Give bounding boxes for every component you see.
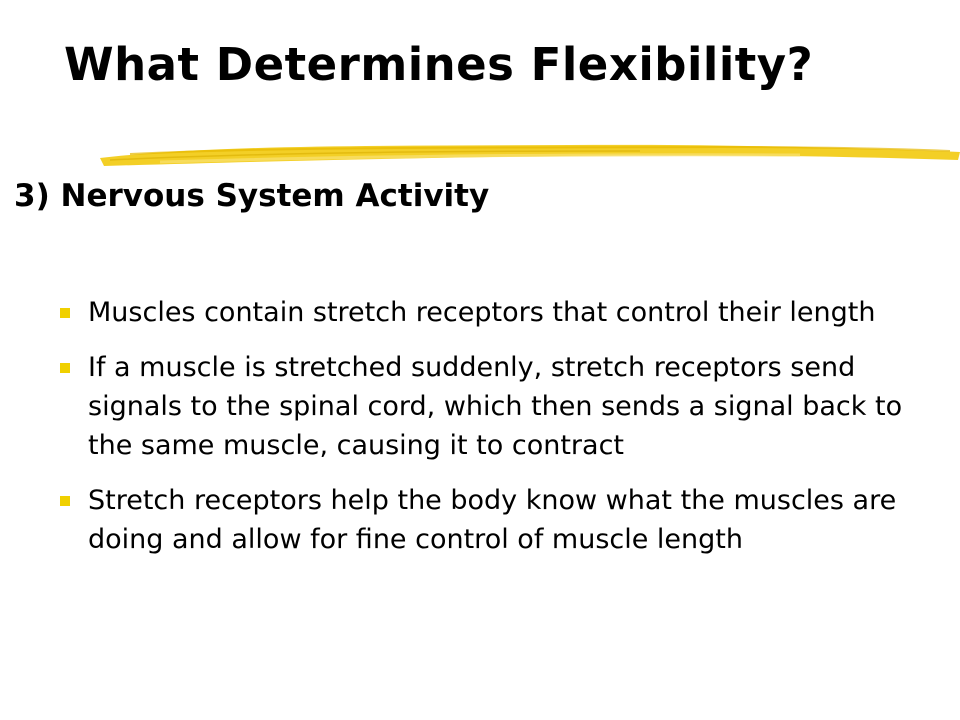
slide-title: What Determines Flexibility? xyxy=(64,38,814,91)
list-item xyxy=(60,481,940,559)
list-item xyxy=(60,348,940,465)
slide-subtitle: 3) Nervous System Activity xyxy=(14,178,490,214)
list-item xyxy=(60,293,940,332)
square-bullet-icon xyxy=(60,308,70,318)
square-bullet-icon xyxy=(60,363,70,373)
bullet-list xyxy=(60,293,940,575)
brush-stroke-underline xyxy=(100,136,960,176)
square-bullet-icon xyxy=(60,496,70,506)
bullet-text: Muscles contain stretch receptors that control their length xyxy=(88,297,876,328)
bullet-text: If a muscle is stretched suddenly, stretch receptors send signals to the spinal cord, which then sends a signal back to the same muscle, causing it to contract xyxy=(88,352,903,461)
bullet-text: Stretch receptors help the body know what the muscles are doing and allow for fine control of muscle length xyxy=(88,485,897,555)
